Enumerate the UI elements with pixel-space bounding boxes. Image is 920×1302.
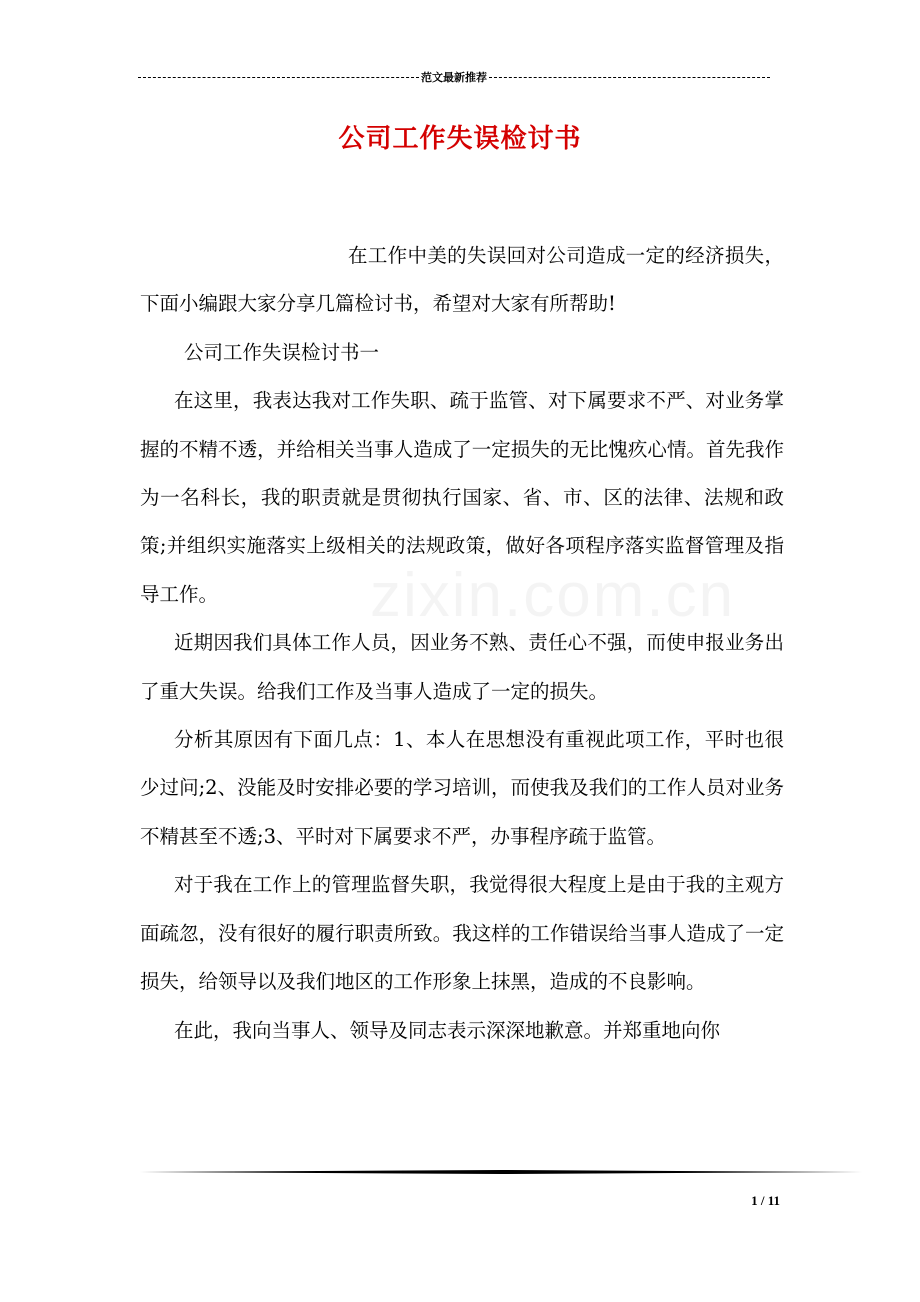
document-body: [140, 232, 784, 1055]
body-paragraph: 分析其原因有下面几点：1、本人在思想没有重视此项工作，平时也很少过问;2、没能及时安排必要的学习培训，而使我及我们的工作人员对业务不精甚至不透;3、平时对下属要求不严，办事程序疏于监管。: [140, 728, 784, 848]
section-title: 公司工作失误检讨书一: [184, 340, 380, 364]
header-dash-left: [138, 77, 419, 78]
body-paragraph: 在这里，我表达我对工作失职、疏于监管、对下属要求不严、对业务掌握的不精不透，并给相关当事人造成了一定损失的无比愧疚心情。首先我作为一名科长，我的职责就是贯彻执行国家、省、市、区的法律、法规和政策;并组织实施落实上级相关的法规政策，做好各项程序落实监督管理及指导工作。: [140, 389, 784, 606]
footer-rule: [140, 1170, 862, 1174]
header-dash-right: [489, 77, 770, 78]
body-paragraph: 在此，我向当事人、领导及同志表示深深地歉意。并郑重地向你: [174, 1018, 721, 1042]
intro-paragraph: 在工作中美的失误回对公司造成一定的经济损失，下面小编跟大家分享几篇检讨书，希望对大家有所帮助!: [140, 244, 784, 316]
page-header: [138, 68, 770, 86]
header-label: 范文最新推荐: [421, 71, 487, 84]
document-title: 公司工作失误检讨书: [338, 124, 582, 154]
body-paragraph: 近期因我们具体工作人员，因业务不熟、责任心不强，而使申报业务出了重大失误。给我们工作及当事人造成了一定的损失。: [140, 631, 784, 703]
body-paragraph: 对于我在工作上的管理监督失职，我觉得很大程度上是由于我的主观方面疏忽，没有很好的履行职责所致。我这样的工作错误给当事人造成了一定损失，给领导以及我们地区的工作形象上抹黑，造成的不良影响。: [140, 873, 784, 994]
page-number: 1 / 11: [751, 1193, 780, 1208]
